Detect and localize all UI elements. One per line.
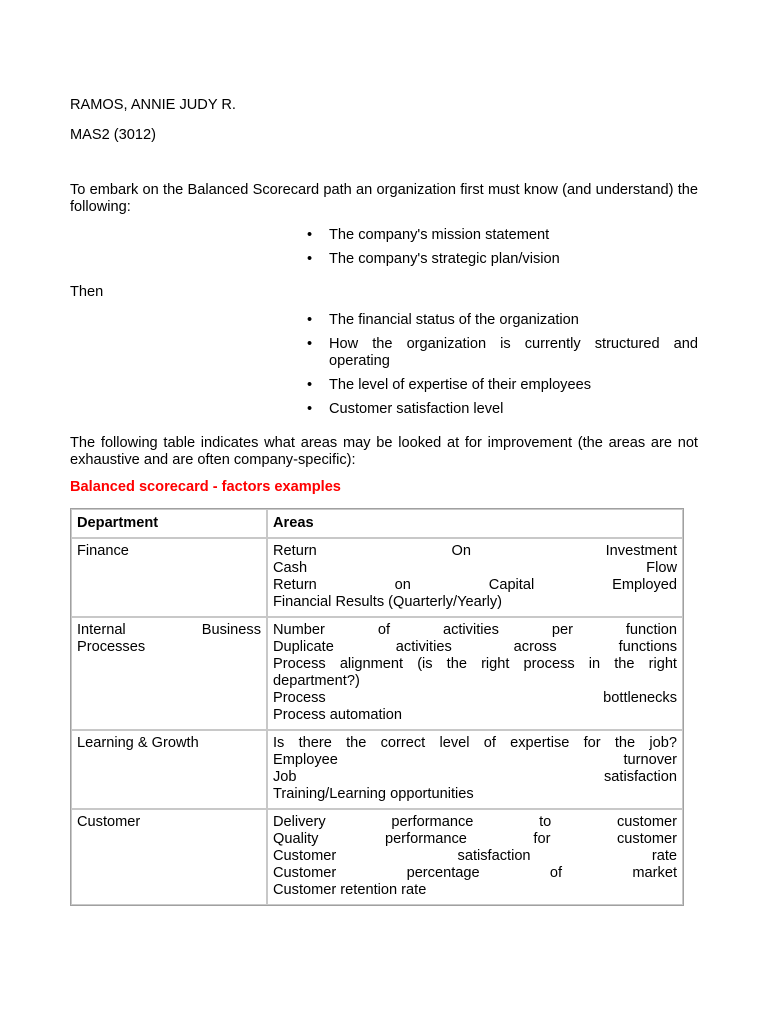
bullet-icon: • xyxy=(307,336,313,352)
list-item: • The level of expertise of their employees xyxy=(307,377,592,393)
areas-cell: Delivery performance to customer Quality performance for customer Customer satisfaction rate Customer percentage of market Customer retention rate xyxy=(267,809,683,905)
bullet-icon: • xyxy=(307,312,313,328)
bullet-icon: • xyxy=(307,251,313,267)
student-name: RAMOS, ANNIE JUDY R. xyxy=(70,97,236,113)
bullet-icon: • xyxy=(307,227,313,243)
factors-table xyxy=(70,508,684,906)
list-item: • Customer satisfaction level xyxy=(307,401,504,417)
table-row xyxy=(71,617,683,730)
bullet-icon: • xyxy=(307,401,313,417)
table-row xyxy=(71,809,683,905)
course-code: MAS2 (3012) xyxy=(70,127,156,143)
table-title: Balanced scorecard - factors examples xyxy=(70,479,341,495)
areas-cell: Number of activities per function Duplicate activities across functions Process alignment (is the right process in the right department?) Process bottlenecks Process automation xyxy=(267,617,683,730)
table-intro-paragraph: The following table indicates what areas may be looked at for improvement (the areas are not exhaustive and are often company-specific): xyxy=(70,435,698,468)
intro-paragraph: To embark on the Balanced Scorecard path an organization first must know (and understand) the following: xyxy=(70,182,698,215)
areas-cell: Is there the correct level of expertise for the job? Employee turnover Job satisfaction Training/Learning opportunities xyxy=(267,730,683,809)
list-item: • The company's strategic plan/vision xyxy=(307,251,560,267)
table-row xyxy=(71,730,683,809)
table-row xyxy=(71,538,683,617)
column-header-areas: Areas xyxy=(267,509,683,538)
department-cell: Customer xyxy=(71,809,267,905)
then-label: Then xyxy=(70,284,104,300)
list-item: • The company's mission statement xyxy=(307,227,550,243)
list-item: • The financial status of the organization xyxy=(307,312,579,328)
department-cell: Learning & Growth xyxy=(71,730,267,809)
department-cell: Internal Business Processes xyxy=(71,617,267,730)
table-header-row xyxy=(71,509,683,538)
list-item: • How the organization is currently structured and operating xyxy=(307,336,698,369)
bullet-icon: • xyxy=(307,377,313,393)
column-header-department: Department xyxy=(71,509,267,538)
department-cell: Finance xyxy=(71,538,267,617)
areas-cell: Return On Investment Cash Flow Return on Capital Employed Financial Results (Quarterly/Yearly) xyxy=(267,538,683,617)
